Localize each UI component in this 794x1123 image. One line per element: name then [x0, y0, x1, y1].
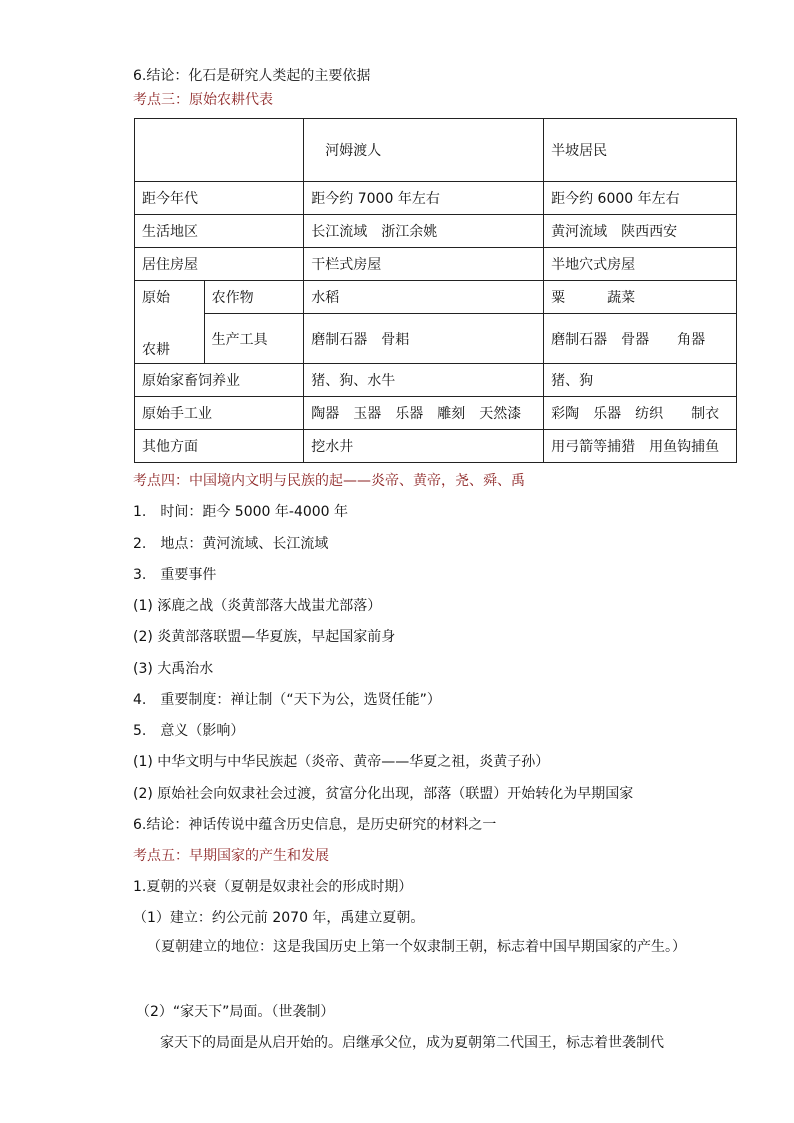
- table-row: [135, 248, 737, 281]
- row-label: 距今年代: [135, 182, 304, 215]
- row-label: 原始家畜饲养业: [135, 364, 304, 397]
- table-header-hemudu: 河姆渡人: [304, 119, 544, 182]
- agriculture-table: [134, 118, 737, 463]
- row-label: 生活地区: [135, 215, 304, 248]
- table-row: [135, 364, 737, 397]
- cell-banpo: 彩陶 乐器 纺织 制衣: [544, 397, 737, 430]
- list-item: 5. 意义（影响）: [133, 723, 245, 739]
- cell-hemudu: 干栏式房屋: [304, 248, 544, 281]
- row-label: 居住房屋: [135, 248, 304, 281]
- conclusion-line: 6.结论：化石是研究人类起的主要依据: [133, 68, 371, 84]
- table-cell-empty: [135, 119, 304, 182]
- cell-hemudu: 水稻: [304, 281, 544, 314]
- table-row: [135, 314, 737, 364]
- xia-status-paragraph: （夏朝建立的地位：这是我国历史上第一个奴隶制王朝，标志着中国早期国家的产生。）: [147, 939, 686, 955]
- cell-hemudu: 长江流域 浙江余姚: [304, 215, 544, 248]
- table-header-banpo: 半坡居民: [544, 119, 737, 182]
- list-item: 3. 重要事件: [133, 567, 217, 583]
- table-row: [135, 215, 737, 248]
- table-row: [135, 119, 737, 182]
- list-item: 6.结论：神话传说中蕴含历史信息，是历史研究的材料之一: [133, 817, 497, 833]
- list-item: (3) 大禹治水: [133, 661, 214, 677]
- agri-label-top: 原始: [142, 290, 170, 306]
- cell-banpo: 半地穴式房屋: [544, 248, 737, 281]
- table-row: [135, 182, 737, 215]
- cell-banpo: 黄河流域 陕西西安: [544, 215, 737, 248]
- table-row: [135, 281, 737, 314]
- xia-dynasty-line: 1.夏朝的兴衰（夏朝是奴隶社会的形成时期）: [133, 879, 413, 895]
- cell-hemudu: 陶器 玉器 乐器 雕刻 天然漆: [304, 397, 544, 430]
- section3-heading: 考点三：原始农耕代表: [133, 92, 273, 108]
- cell-hemudu: 挖水井: [304, 430, 544, 463]
- cell-banpo: 猪、狗: [544, 364, 737, 397]
- cell-hemudu: 磨制石器 骨耜: [304, 314, 544, 364]
- tools-label: 生产工具: [204, 314, 304, 364]
- cell-banpo: 用弓箭等捕猎 用鱼钩捕鱼: [544, 430, 737, 463]
- cell-hemudu: 距今约 7000 年左右: [304, 182, 544, 215]
- xia-founding-line: （1）建立：约公元前 2070 年，禹建立夏朝。: [133, 910, 425, 926]
- list-item: 4. 重要制度：禅让制（“天下为公，选贤任能”）: [133, 692, 441, 708]
- agri-label-bottom: 农耕: [142, 342, 170, 358]
- row-label: 其他方面: [135, 430, 304, 463]
- section5-heading: 考点五：早期国家的产生和发展: [133, 848, 329, 864]
- list-item: (2) 原始社会向奴隶社会过渡，贫富分化出现，部落（联盟）开始转化为早期国家: [133, 786, 634, 802]
- family-rule-paragraph: 家天下的局面是从启开始的。启继承父位，成为夏朝第二代国王，标志着世袭制代: [160, 1035, 664, 1051]
- table-row: [135, 397, 737, 430]
- list-item: (2) 炎黄部落联盟—华夏族，早起国家前身: [133, 629, 396, 645]
- agri-label: [135, 281, 205, 364]
- section4-heading: 考点四：中国境内文明与民族的起——炎帝、黄帝，尧、舜、禹: [133, 473, 525, 489]
- list-item: (1) 涿鹿之战（炎黄部落大战蚩尤部落）: [133, 598, 382, 614]
- crops-label: 农作物: [204, 281, 304, 314]
- cell-banpo: 粟 蔬菜: [544, 281, 737, 314]
- family-rule-line: （2）“家天下”局面。（世袭制）: [136, 1004, 335, 1020]
- row-label: 原始手工业: [135, 397, 304, 430]
- list-item: (1) 中华文明与中华民族起（炎帝、黄帝——华夏之祖，炎黄子孙）: [133, 754, 550, 770]
- list-item: 2. 地点：黄河流域、长江流域: [133, 536, 329, 552]
- cell-hemudu: 猪、狗、水牛: [304, 364, 544, 397]
- cell-banpo: 距今约 6000 年左右: [544, 182, 737, 215]
- list-item: 1. 时间：距今 5000 年-4000 年: [133, 504, 349, 520]
- cell-banpo: 磨制石器 骨器 角器: [544, 314, 737, 364]
- table-row: [135, 430, 737, 463]
